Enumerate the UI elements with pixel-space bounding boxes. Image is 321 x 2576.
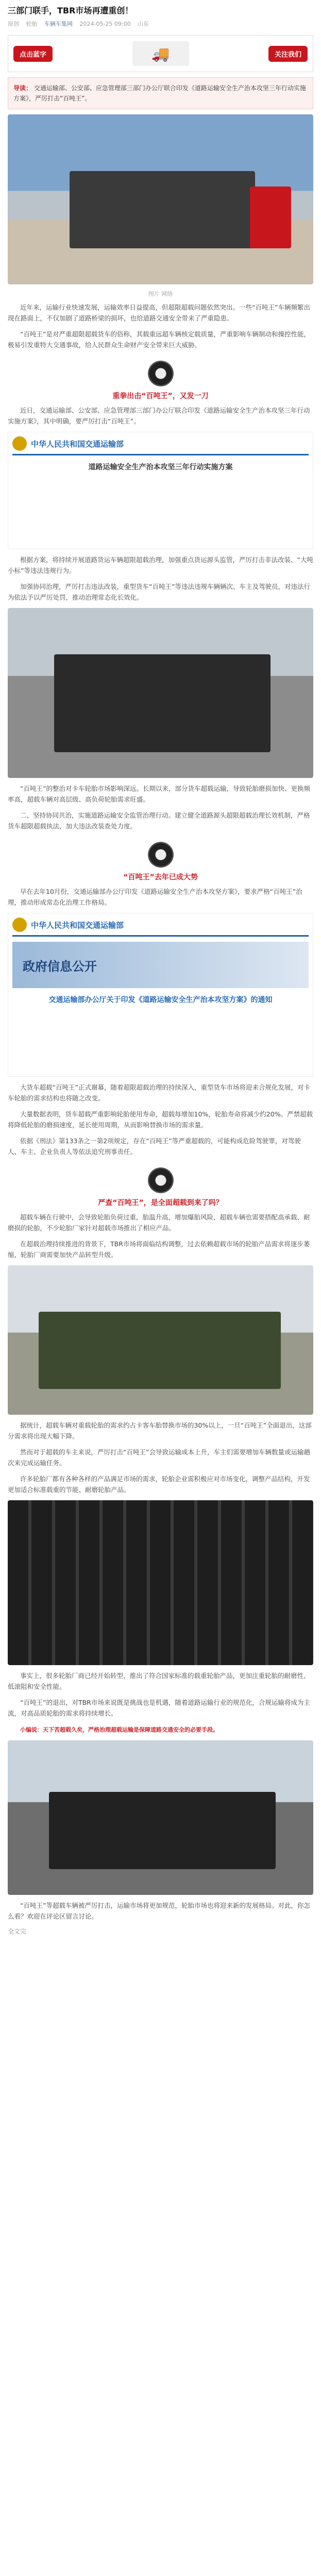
lead-box bbox=[8, 77, 313, 109]
paragraph: 二、坚持协同共治，实施道路运输安全监管治理行动。建立健全道路源头超限超载治理长效机制，严格货车超限超载执法，加大违法改装查处力度。 bbox=[8, 811, 310, 830]
gov-name: 中华人民共和国交通运输部 bbox=[31, 920, 124, 930]
paragraph bbox=[8, 1724, 313, 1735]
section-header-2 bbox=[8, 842, 313, 882]
paragraph: 大货车超载“百吨王”正式谢幕，随着超限超载治理的持续深入，重型货车市场将迎来合规化发展，对卡车轮胎的需求结构也将随之改变。 bbox=[8, 1083, 310, 1102]
banner-logo-icon: 🚚 bbox=[151, 45, 170, 62]
footer-tag: 全文完 bbox=[8, 1928, 27, 1935]
meta-date: 2024-05-25 09:00 bbox=[79, 21, 131, 27]
section-title: 重拳出击“百吨王”，又发一刀 bbox=[112, 392, 209, 400]
photo-credit: 图片 网络 bbox=[148, 291, 173, 297]
doc-screenshot-1 bbox=[8, 432, 313, 549]
paragraph: 超载车辆在行驶中，会导致轮胎负荷过重，胎温升高，增加爆胎风险，超载车辆也需要搭配高承载、耐磨损的轮胎，不少轮胎厂家针对超载市场推出了相应产品。 bbox=[8, 1213, 310, 1232]
paragraph: 加强协同治理，严厉打击违法改装，重型货车“百吨王”等违法违规车辆辆次、车主及驾驶员，对违法行为依法予以严厉处罚，推动治理常态化长效化。 bbox=[8, 583, 310, 601]
gov-header bbox=[12, 436, 309, 455]
truck-cab-1 bbox=[250, 187, 291, 248]
lead-text: 交通运输部、公安部、应急管理部三部门办公厅联合印发《道路运输安全生产治本攻坚三年行动实施方案》，严厉打击“百吨王”。 bbox=[13, 84, 306, 102]
doc-title: 道路运输安全生产治本攻坚三年行动实施方案 bbox=[88, 463, 233, 471]
tire-icon bbox=[148, 842, 174, 868]
follow-banner bbox=[8, 35, 313, 72]
editor-note: 小编说：天下苦超载久矣，严格治理超载运输是保障道路交通安全的必要手段。 bbox=[20, 1726, 218, 1733]
truck-shape-2 bbox=[54, 654, 271, 752]
section-title: 严查“百吨王”，是全面超载到来了吗？ bbox=[98, 1199, 223, 1207]
meta-location: 山东 bbox=[138, 21, 149, 27]
gov-name: 中华人民共和国交通运输部 bbox=[31, 439, 124, 449]
truck-photo-2 bbox=[8, 608, 313, 778]
gov-info-title: 政府信息公开 bbox=[23, 959, 97, 974]
truck-shape-1 bbox=[70, 171, 255, 248]
truck-photo-4 bbox=[8, 1740, 313, 1895]
truck-shape-4 bbox=[49, 1792, 276, 1869]
truck-photo-1 bbox=[8, 114, 313, 284]
truck-photo-3 bbox=[8, 1265, 313, 1415]
doc-title: 交通运输部办公厅关于印发《道路运输安全生产治本攻坚方案》的通知 bbox=[48, 996, 273, 1004]
paragraph: 然而对于超载的车主来说，严厉打击“百吨王”会导致运输成本上升，车主们需要增加车辆数量或运输趟次来完成运输任务。 bbox=[8, 1448, 310, 1467]
section-title: “百吨王”去年已成大势 bbox=[123, 873, 198, 882]
meta-author: 轮胎 bbox=[26, 21, 38, 27]
tire-icon bbox=[148, 361, 174, 386]
paragraph: 在超载治理持续推进的背景下，TBR市场将面临结构调整，过去依赖超载市场的轮胎产品需求将逐步萎缩，轮胎厂商需要加快产品转型升级。 bbox=[8, 1240, 310, 1259]
paragraph: 依据《刑法》第133条之一第2项规定，存在“百吨王”等严重超载的，可能构成危险驾驶罪，对驾驶人、车主、企业负责人等依法追究刑事责任。 bbox=[8, 1137, 301, 1156]
gov-info-banner bbox=[12, 942, 309, 988]
banner-right-pill[interactable]: 关注我们 bbox=[268, 46, 308, 62]
paragraph: 近日，交通运输部、公安部、应急管理部三部门办公厅联合印发《道路运输安全生产治本攻坚三年行动实施方案》，其中明确，要严厉打击“百吨王”。 bbox=[8, 406, 310, 425]
meta-origin: 原创 bbox=[8, 21, 19, 27]
paragraph: “百吨王”的退出，对TBR市场来说既是挑战也是机遇，随着道路运输行业的规范化，合规运输将成为主流，对高品质轮胎的需求将持续增长。 bbox=[8, 1699, 310, 1717]
gov-header bbox=[12, 918, 309, 937]
tire-photo bbox=[8, 1500, 313, 1665]
section-header-3 bbox=[8, 1167, 313, 1208]
banner-logo bbox=[132, 41, 189, 66]
tire-icon bbox=[148, 1167, 174, 1193]
paragraph: 据统计，超载车辆对重载轮胎的需求约占卡客车胎替换市场的30%以上，一旦“百吨王”全面退出，这部分需求将出现大幅下降。 bbox=[8, 1421, 312, 1440]
section-header-1 bbox=[8, 361, 313, 401]
paragraph: 许多轮胎厂都有各种各样的产品满足市场的需求，轮胎企业需积极应对市场变化，调整产品结构，开发更加适合标准载重的节能、耐磨轮胎产品。 bbox=[8, 1475, 310, 1494]
article-header bbox=[0, 0, 321, 31]
paragraph: 大量数据表明，货车超载严重影响轮胎使用寿命，超载每增加10%，轮胎寿命将减少约20%。严禁超载将降低轮胎的磨损速度，延长使用周期，从而影响替换市场的需求量。 bbox=[8, 1110, 313, 1129]
banner-left-pill[interactable]: 点击蓝字 bbox=[13, 46, 53, 62]
paragraph: 早在去年10月份，交通运输部办公厅印发《道路运输安全生产治本攻坚方案》，要求严格“百吨王”治理，推动形成常态化治理工作格局。 bbox=[8, 888, 302, 906]
paragraph: 根据方案，将持续开展道路货运车辆超限超载治理，加强重点货运源头监管，严厉打击非法改装、“大吨小标”等违法违规行为。 bbox=[8, 556, 313, 574]
paragraph: “百吨王”的整治对卡车轮胎市场影响深远。长期以来，部分货车超载运输，导致轮胎磨损加快、更换频率高，超载车辆对高层级、高负荷轮胎需求旺盛。 bbox=[8, 785, 310, 803]
paragraph: 事实上，很多轮胎厂商已经开始转型，推出了符合国家标准的载重轮胎产品，更加注重轮胎的耐磨性、低滚阻和安全性能。 bbox=[8, 1672, 310, 1690]
paragraph: “百吨王”是对严重超限超载货车的俗称，其载重远超车辆核定载质量，严重影响车辆制动和操控性能，极易引发重特大交通事故，给人民群众生命财产安全带来巨大威胁。 bbox=[8, 330, 310, 349]
lead-label: 导读： bbox=[13, 84, 32, 92]
emblem-icon bbox=[12, 918, 27, 932]
article-meta bbox=[8, 20, 313, 28]
paragraph: 近年来，运输行业快速发展，运输效率日益提高，但超限超载问题依然突出。一些“百吨王”车辆频繁出现在路面上，不仅加剧了道路桥梁的损坏，也给道路交通安全带来了严重隐患。 bbox=[8, 303, 310, 322]
article-title: 三部门联手，TBR市场再遭重创！ bbox=[8, 6, 133, 15]
meta-account-link[interactable]: 车辆车集网 bbox=[44, 21, 73, 27]
emblem-icon bbox=[12, 436, 27, 451]
truck-shape-3 bbox=[39, 1312, 281, 1389]
paragraph: “百吨王”等超载车辆被严厉打击，运输市场将更加规范，轮胎市场也将迎来新的发展格局。对此，你怎么看？欢迎在评论区留言讨论。 bbox=[8, 1902, 310, 1920]
doc-screenshot-2 bbox=[8, 913, 313, 1077]
